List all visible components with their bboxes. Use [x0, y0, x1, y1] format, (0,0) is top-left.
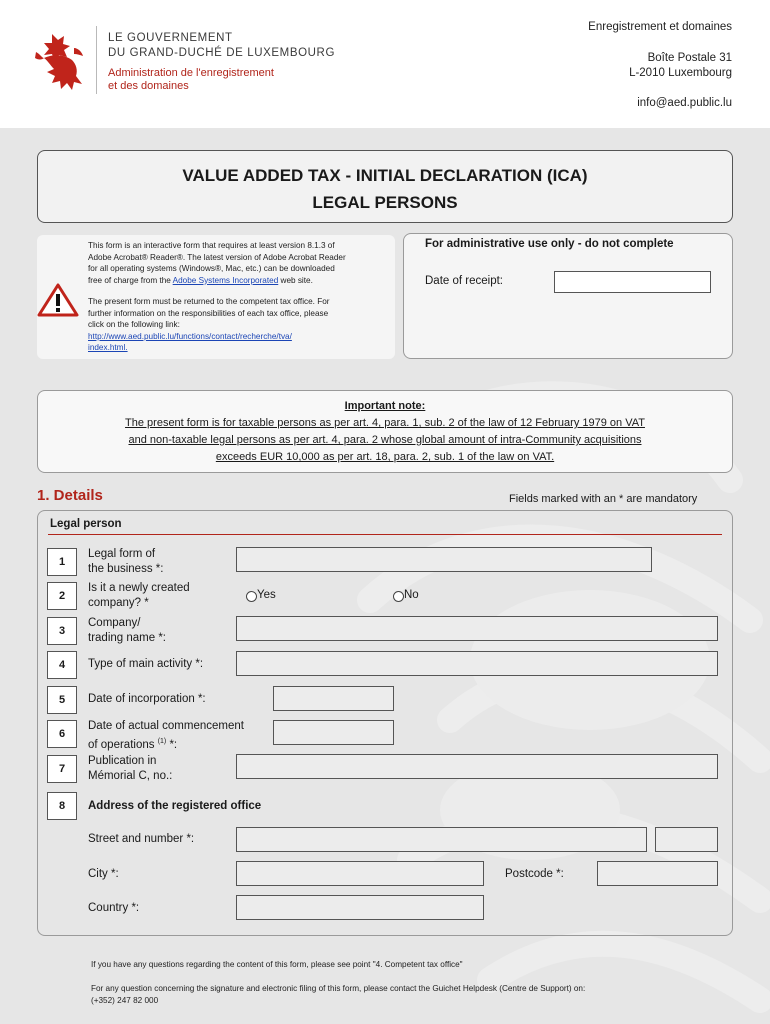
gov-name-line1: LE GOUVERNEMENT [108, 32, 233, 44]
important-note-text: The present form is for taxable persons as per art. 4, para. 1, sub. 2 of the law of 12 February 1979 on VAT [125, 417, 645, 429]
form-title-box [37, 150, 733, 223]
form-subtitle: LEGAL PERSONS [312, 193, 458, 212]
label-text: Is it a newly created [88, 582, 190, 594]
row-number-1: 1 [47, 548, 77, 576]
trading-name-label [88, 616, 166, 646]
label-text: *: [166, 738, 178, 751]
postal-box: Boîte Postale 31 [647, 52, 732, 64]
row-number-3: 3 [47, 617, 77, 645]
info-text [88, 275, 388, 287]
info-text: web site. [280, 275, 313, 285]
section-title: 1. Details [37, 487, 103, 504]
city-input[interactable] [236, 861, 484, 886]
label-text: Legal form of [88, 548, 156, 560]
label-text: Publication in [88, 755, 157, 767]
info-paragraph-1 [88, 240, 388, 286]
header-divider [96, 26, 97, 94]
important-note-box [37, 390, 733, 473]
gov-name-line2: DU GRAND-DUCHÉ DE LUXEMBOURG [108, 47, 336, 59]
incorporation-date-input[interactable] [273, 686, 394, 711]
info-paragraph-2 [88, 296, 388, 354]
street-number-input[interactable] [655, 827, 718, 852]
yes-label: Yes [257, 589, 276, 601]
subsection-divider [48, 534, 722, 535]
info-text: The present form must be returned to the competent tax office. For [88, 297, 330, 306]
memorial-input[interactable] [236, 754, 718, 779]
label-text: of operations [88, 738, 155, 751]
form-title: VALUE ADDED TAX - INITIAL DECLARATION (ICA) [182, 166, 588, 185]
important-note-text: exceeds EUR 10,000 as per art. 18, para. 2, sub. 1 of the law on VAT. [215, 451, 555, 463]
label-text: Mémorial C, no.: [88, 770, 173, 782]
incorporation-date-label: Date of incorporation *: [88, 693, 206, 705]
postal-city: L-2010 Luxembourg [629, 67, 732, 79]
label-text: company? * [88, 597, 149, 609]
info-text: This form is an interactive form that requires at least version 8.1.3 of [88, 241, 335, 250]
newly-created-no-radio[interactable] [393, 591, 404, 602]
registered-office-label: Address of the registered office [88, 800, 262, 812]
postcode-label: Postcode *: [505, 868, 564, 880]
important-note-title: Important note: [344, 400, 426, 412]
admin-use-title: For administrative use only - do not complete [425, 238, 674, 250]
warning-icon [37, 283, 79, 317]
info-text: for all operating systems (Windows®, Mac, etc.) can be downloaded [88, 264, 335, 274]
red-lion-logo-icon [30, 28, 88, 94]
legal-form-input[interactable] [236, 547, 652, 572]
info-text: Adobe Acrobat® Reader®. The latest version of Adobe Acrobat Reader [88, 252, 346, 262]
street-label: Street and number *: [88, 833, 195, 845]
commencement-date-input[interactable] [273, 720, 394, 745]
row-number-2: 2 [47, 582, 77, 610]
row-number-8: 8 [47, 792, 77, 820]
row-number-5: 5 [47, 686, 77, 714]
date-of-receipt-field [554, 271, 711, 293]
row-number-7: 7 [47, 755, 77, 783]
info-text: click on the following link: [88, 320, 180, 330]
footer-phone: (+352) 247 82 000 [91, 996, 159, 1005]
date-of-receipt-label: Date of receipt: [425, 275, 503, 287]
newly-created-label [88, 581, 190, 611]
country-input[interactable] [236, 895, 484, 920]
row-number-6: 6 [47, 720, 77, 748]
admin-use-box [403, 233, 733, 359]
street-input[interactable] [236, 827, 647, 852]
main-activity-label: Type of main activity *: [88, 658, 204, 670]
no-label: No [404, 589, 419, 601]
label-text: the business *: [88, 563, 164, 575]
memorial-label [88, 754, 172, 784]
label-text [88, 734, 244, 753]
admin-name-line1: Administration de l'enregistrement [108, 67, 274, 79]
main-activity-input[interactable] [236, 651, 718, 676]
office-title: Enregistrement et domaines [588, 21, 732, 33]
postcode-input[interactable] [597, 861, 718, 886]
mandatory-note: Fields marked with an * are mandatory [509, 493, 698, 505]
label-text: Company/ [88, 617, 141, 629]
commencement-date-label [88, 719, 244, 753]
contact-link[interactable]: http://www.aed.public.lu/functions/contact/recherche/tva/ [88, 331, 292, 341]
info-text: further information on the responsibilities of each tax office, please [88, 308, 329, 318]
legal-form-label [88, 547, 163, 577]
label-text: Date of actual commencement [88, 720, 244, 732]
row-number-4: 4 [47, 651, 77, 679]
label-text: trading name *: [88, 632, 166, 644]
newly-created-yes-radio[interactable] [246, 591, 257, 602]
country-label: Country *: [88, 902, 140, 914]
subsection-title: Legal person [50, 518, 122, 530]
footer-helpdesk: For any question concerning the signature and electronic filing of this form, please contact the Guichet Helpdesk (Centre de Support) on: [91, 984, 586, 993]
footer-note: If you have any questions regarding the content of this form, please see point "4. Competent tax office" [91, 960, 463, 969]
admin-name-line2: et des domaines [108, 80, 189, 92]
city-label: City *: [88, 868, 119, 880]
trading-name-input[interactable] [236, 616, 718, 641]
footnote-marker: (1) [157, 738, 167, 745]
info-text: free of charge from the [88, 275, 171, 285]
contact-link[interactable]: index.html. [88, 343, 128, 353]
contact-email: info@aed.public.lu [637, 97, 732, 109]
important-note-text: and non-taxable legal persons as per art. 4, para. 2 whose global amount of intra-Community acquisitions [128, 434, 642, 446]
adobe-link[interactable]: Adobe Systems Incorporated [172, 275, 279, 285]
